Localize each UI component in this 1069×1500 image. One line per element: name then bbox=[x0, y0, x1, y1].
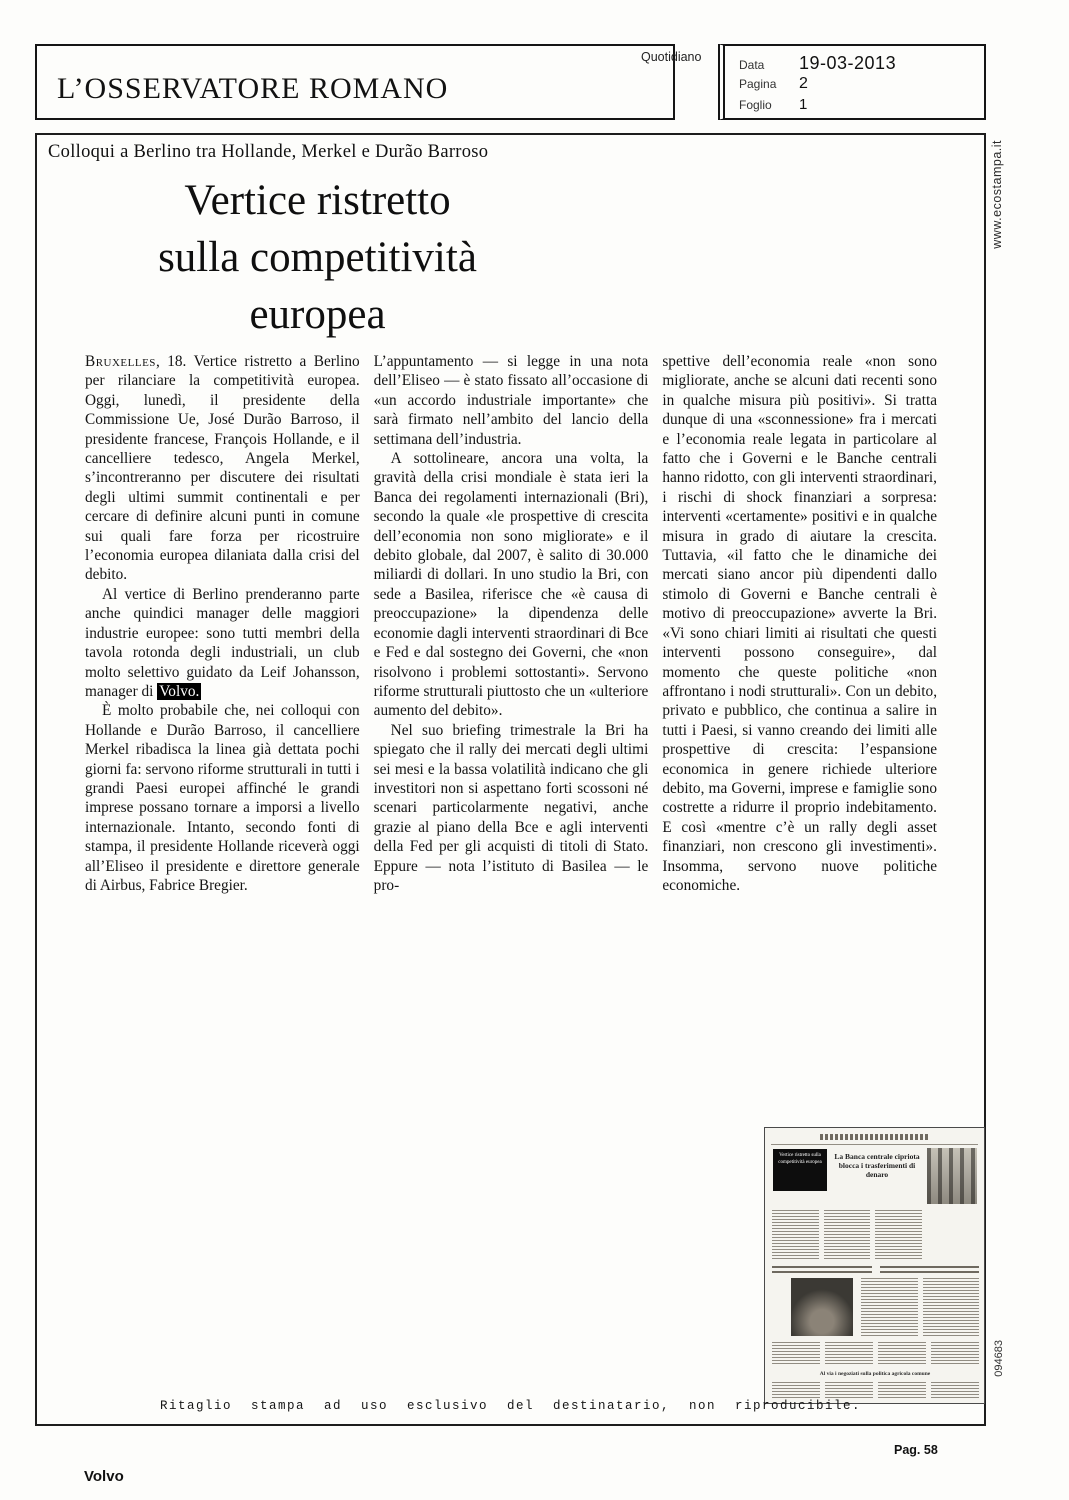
thumbnail-photo-dark bbox=[791, 1278, 853, 1336]
data-label: Data bbox=[739, 58, 765, 72]
thumbnail-text-row-3 bbox=[772, 1342, 979, 1366]
headline-line-2: sulla competitività bbox=[158, 234, 477, 281]
thumbnail-text-row-1 bbox=[772, 1210, 922, 1260]
thumbnail-text-block bbox=[923, 1278, 980, 1336]
article-body bbox=[85, 352, 937, 895]
ecostampa-watermark: www.ecostampa.it bbox=[990, 140, 1004, 249]
page-reference: Pag. 58 bbox=[894, 1443, 938, 1457]
pagina-label: Pagina bbox=[739, 77, 777, 91]
thumbnail-text-block bbox=[878, 1382, 926, 1398]
highlighted-keyword: Volvo. bbox=[159, 682, 200, 700]
article-paragraph: A sottolineare, ancora una volta, la gravità della crisi mondiale è stata ieri la Banca dei regolamenti internazionali (Bri), secondo la quale «le prospettive di crescita dell’economia non sono migliorate» e il debito globale, dal 2007, è salito di 30.000 miliardi di dollari. In uno studio la Bri, con sede a Basilea, riferisce che «è causa di preoccupazione» la dipendenza delle economie dagli interventi straordinari di Bce e Fed e dal sostegno dei Governi, che «non risolvono i problemi sottostanti». Servono riforme strutturali piuttosto che un «ulteriore aumento del debito». bbox=[373, 450, 649, 720]
thumbnail-rule bbox=[771, 1144, 978, 1145]
thumbnail-text-row-2 bbox=[861, 1278, 979, 1336]
thumbnail-caption: Al via i negoziati sulla politica agricola comune bbox=[819, 1371, 931, 1377]
article-paragraph: Bruxelles, 18. Vertice ristretto a Berlino per rilanciare la competitività europea. Oggi, lunedì, il presidente della Commissione Ue, José Durão Barroso, il presidente francese, François Hollande, e il cancelliere tedesco, Angela Merkel, s’incontreranno per discutere dei risultati degli ultimi summit continentali e per cercare di definire alcuni punti in comune sui quali fare forza per ricostruire l’economia europea dilaniata dalla crisi del debito. bbox=[85, 353, 360, 584]
masthead-box bbox=[35, 44, 675, 120]
article-paragraph: È molto probabile che, nei colloqui con Hollande e Durão Barroso, il cancelliere Merkel ribadisca la linea già dettata pochi giorni fa: servono riforme strutturali in tutti i grandi Paesi europei affinché le grandi imprese possano tornare a imporsi a livello internazionale. Intanto, secondo fonti di stampa, il presidente Hollande riceverà oggi all’Eliseo il presidente e direttore generale di Airbus, Fabrice Bregier. bbox=[85, 702, 360, 894]
meta-row-pagina bbox=[739, 75, 808, 93]
thumbnail-text-block bbox=[825, 1342, 873, 1366]
thumbnail-highlighted-clip: Vertice ristretto sulla competitività europea bbox=[773, 1149, 827, 1191]
data-value: 19-03-2013 bbox=[799, 53, 897, 73]
thumbnail-text-block bbox=[824, 1210, 871, 1260]
thumbnail-text-block bbox=[875, 1210, 922, 1260]
headline-line-1: Vertice ristretto bbox=[184, 177, 451, 224]
thumbnail-text-block bbox=[861, 1278, 918, 1336]
headline-line-3: europea bbox=[249, 291, 386, 338]
thumbnail-text-block bbox=[772, 1210, 819, 1260]
article-column-3 bbox=[662, 352, 937, 895]
foglio-value: 1 bbox=[799, 96, 808, 113]
article-paragraph: spettive dell’economia reale «non sono migliorate, anche se alcuni dati recenti sono in qualche misura più positivi». Si tratta dunque di una «sconnessione» fra i mercati e l’economia reale legata in particolare al fatto che i Governi e le Banche centrali hanno ridotto, con gli interventi straordinari, i rischi di shock finanziari a sorpresa: interventi «certamente» positivi e in qualche misura in grado di aiutare la crescita. Tuttavia, «il fatto che le dinamiche dei mercati siano ancor più dipendenti dallo stimolo di Governi e Banche centrali è motivo di preoccupazione» avverte la Bri. «Vi sono chiari limiti ai risultati che questi interventi possono conseguire», dal momento che queste politiche «non affrontano i nodi strutturali». Con un debito, privato e pubblico, che continua a salire in tutti i Paesi, si vanno creando dei limiti alle prospettive di crescita: l’espansione economica in genere richiede ulteriore debito, ma Governi, imprese e famiglie sono costrette a ridurre il proprio indebitamento. E così «mentre c’è un rally degli asset finanziari, non crescono gli investimenti». Insomma, servono nuove politiche economiche. bbox=[662, 353, 938, 894]
thumbnail-text-row-4 bbox=[772, 1382, 979, 1398]
article-headline bbox=[55, 172, 580, 343]
thumbnail-masthead bbox=[820, 1134, 930, 1140]
article-kicker: Colloqui a Berlino tra Hollande, Merkel e Durão Barroso bbox=[48, 142, 489, 162]
clipping-code: 094683 bbox=[993, 1340, 1005, 1377]
article-column-1 bbox=[85, 352, 360, 895]
thumbnail-photo-top bbox=[927, 1148, 977, 1204]
meta-row-data bbox=[739, 53, 896, 74]
thumbnail-text-block bbox=[772, 1342, 820, 1366]
foglio-label: Foglio bbox=[739, 98, 772, 112]
article-paragraph: Nel suo briefing trimestrale la Bri ha spiegato che il rally dei mercati degli ultimi sei mesi e la bassa volatilità indicano che gli investitori non si aspettano forti scossoni né scenari particolarmente negativi, anche grazie al piano della Bce e agli interventi della Fed per gli acquisti di titoli di Stato. Eppure — nota l’istituto di Basilea — le pro- bbox=[373, 721, 649, 894]
clipping-meta-box bbox=[718, 44, 986, 120]
clipping-subject: Volvo bbox=[84, 1468, 124, 1485]
article-paragraph: L’appuntamento — si legge in una nota dell’Eliseo — è stato fissato all’occasione di «un accordo industriale importante» che sarà firmato nell’ambito del lancio della settimana dell’industria. bbox=[373, 353, 649, 448]
thumbnail-text-block bbox=[931, 1382, 979, 1398]
source-page-thumbnail bbox=[764, 1127, 985, 1404]
reproduction-disclaimer: Ritaglio stampa ad uso esclusivo del destinatario, non riproducibile. bbox=[159, 1399, 862, 1413]
thumbnail-text-block bbox=[825, 1382, 873, 1398]
pagina-value: 2 bbox=[799, 75, 809, 92]
thumbnail-text-block bbox=[878, 1342, 926, 1366]
thumbnail-headline: La Banca centrale cipriota blocca i trasferimenti di denaro bbox=[834, 1152, 920, 1179]
newspaper-masthead: L’OSSERVATORE ROMANO bbox=[57, 72, 449, 105]
article-paragraph: Al vertice di Berlino prenderanno parte anche quindici manager delle maggiori industrie europee: sono tutti membri della tavola rotonda degli industriali, un club molto selettivo guidato da Leif Johansson, manager di Volvo. bbox=[85, 585, 360, 700]
thumbnail-text-block bbox=[772, 1382, 820, 1398]
thumbnail-subheadline-right bbox=[880, 1266, 979, 1273]
thumbnail-subheadline-left bbox=[772, 1266, 872, 1273]
article-column-2 bbox=[374, 352, 649, 895]
meta-row-foglio bbox=[739, 96, 808, 113]
thumbnail-text-block bbox=[931, 1342, 979, 1366]
periodicity-label: Quotidiano bbox=[641, 50, 702, 64]
